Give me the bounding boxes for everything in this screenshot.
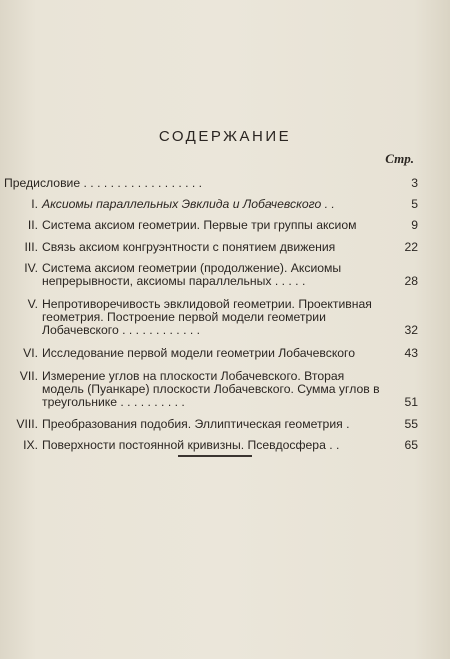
toc-entry-6 — [4, 347, 418, 360]
toc-entry-1 — [4, 198, 418, 211]
toc-entry-2 — [4, 219, 418, 232]
toc-entry-text: Система аксиом геометрии. Первые три группы аксиом — [42, 218, 357, 232]
page-column-label: Стр. — [385, 151, 414, 166]
toc-entry-text: Предисловие . . . . . . . . . . . . . . . . . . — [4, 176, 203, 190]
toc-entry-text: Измерение углов на плоскости Лобачевского. Вторая модель (Пуанкаре) плоскости Лобачевского. Сумма углов в треугольнике . . . . . . . . . . — [42, 369, 380, 409]
toc-entry-number: III. — [24, 240, 38, 254]
toc-entry-page: 55 — [404, 417, 418, 431]
page-title: СОДЕРЖАНИЕ — [158, 128, 292, 145]
toc-entry-number: VI. — [23, 346, 38, 360]
toc-entry-number: I. — [31, 197, 38, 211]
toc-entry-page: 22 — [404, 240, 418, 254]
toc-entry-text: Система аксиом геометрии (продолжение). Аксиомы непрерывности, аксиомы параллельных . . . . . — [42, 261, 342, 288]
toc-entry-page: 65 — [404, 438, 418, 452]
toc-entry-page: 5 — [411, 197, 418, 211]
toc-entry-text: Непротиворечивость эвклидовой геометрии. Проективная геометрия. Построение первой модели геометрии Лобачевского . . . . . . . . . . . . — [42, 297, 372, 337]
toc-entry-number: II. — [27, 218, 38, 232]
toc-entry-text: Исследование первой модели геометрии Лобачевского — [42, 346, 356, 360]
toc-entry-number: IV. — [24, 261, 38, 275]
toc-entry-9 — [4, 439, 418, 452]
toc-entry-text: Преобразования подобия. Эллиптическая геометрия . — [42, 417, 350, 431]
toc-entry-3 — [4, 241, 418, 254]
toc-entry-number: VII. — [19, 369, 38, 383]
toc-entry-preface — [4, 177, 418, 190]
toc-entry-page: 9 — [411, 218, 418, 232]
toc-entry-number: V. — [27, 297, 38, 311]
toc-entry-text: Аксиомы параллельных Эвклида и Лобачевского . . — [42, 197, 335, 211]
toc-entry-7 — [4, 370, 418, 409]
toc-entry-number: IX. — [23, 438, 38, 452]
toc-entry-8 — [4, 418, 418, 431]
table-of-contents — [4, 177, 418, 452]
toc-entry-5 — [4, 298, 418, 337]
toc-entry-page: 51 — [404, 395, 418, 409]
toc-entry-page: 43 — [404, 346, 418, 360]
toc-entry-text: Поверхности постоянной кривизны. Псевдосфера . . — [42, 438, 340, 452]
toc-entry-text: Связь аксиом конгруэнтности с понятием движения — [42, 240, 336, 254]
toc-entry-number: VIII. — [16, 417, 38, 431]
toc-entry-4 — [4, 262, 418, 288]
toc-entry-page: 3 — [411, 176, 418, 190]
toc-entry-page: 32 — [404, 323, 418, 337]
section-divider — [178, 455, 252, 457]
toc-entry-page: 28 — [404, 274, 418, 288]
